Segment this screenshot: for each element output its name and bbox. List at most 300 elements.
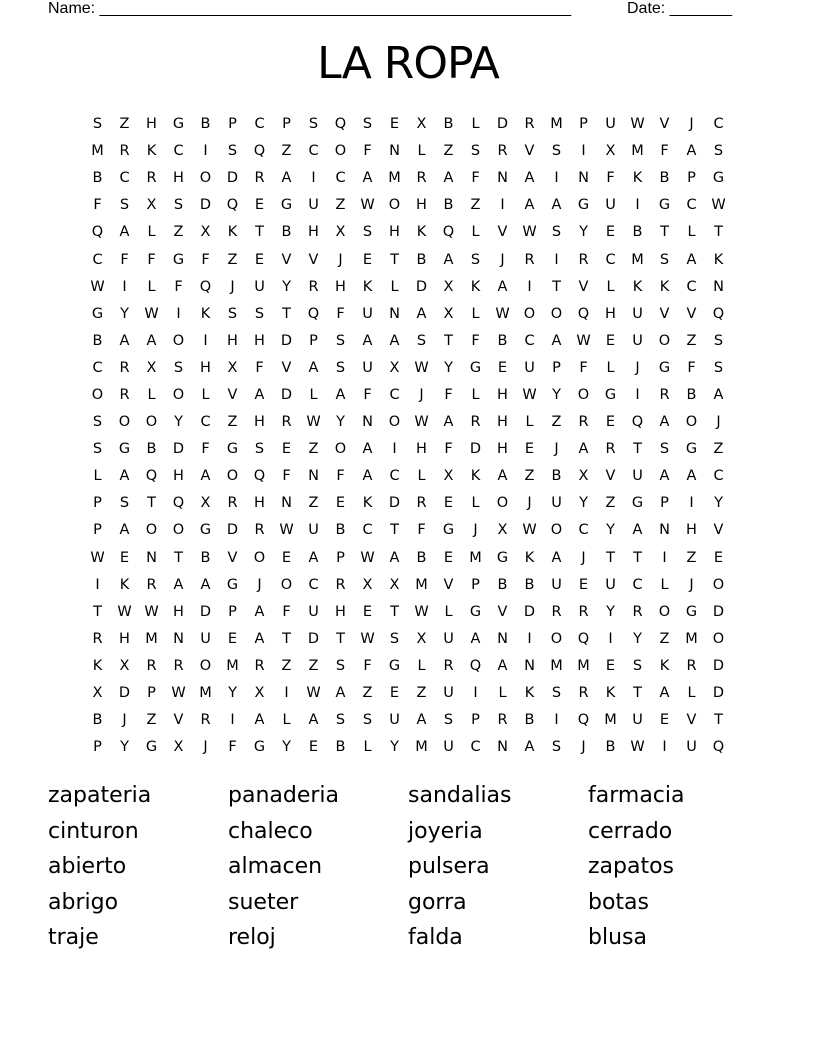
grid-letter[interactable]: D [469, 441, 482, 458]
grid-letter[interactable]: F [660, 143, 669, 160]
grid-letter[interactable]: F [444, 386, 453, 403]
grid-letter[interactable]: W [630, 739, 645, 756]
grid-letter[interactable]: Y [579, 495, 588, 512]
grid-letter[interactable]: S [335, 332, 346, 349]
grid-letter[interactable]: M [685, 630, 698, 647]
grid-letter[interactable]: A [686, 143, 697, 160]
grid-letter[interactable]: C [254, 116, 265, 133]
grid-letter[interactable]: T [660, 224, 669, 241]
grid-letter[interactable]: R [173, 657, 184, 674]
grid-letter[interactable]: N [713, 278, 724, 295]
grid-letter[interactable]: R [578, 685, 589, 702]
grid-letter[interactable]: A [659, 468, 670, 485]
grid-letter[interactable]: O [253, 549, 266, 566]
grid-letter[interactable]: S [173, 197, 184, 214]
grid-letter[interactable]: U [632, 712, 643, 729]
grid-letter[interactable]: L [309, 386, 318, 403]
grid-letter[interactable]: R [605, 441, 616, 458]
grid-letter[interactable]: D [280, 386, 293, 403]
grid-letter[interactable]: Y [714, 495, 723, 512]
grid-letter[interactable]: P [228, 603, 237, 620]
grid-letter[interactable]: B [92, 170, 103, 187]
grid-letter[interactable]: B [605, 739, 616, 756]
grid-letter[interactable]: S [389, 630, 400, 647]
grid-letter[interactable]: P [93, 495, 102, 512]
grid-letter[interactable]: C [713, 116, 724, 133]
grid-letter[interactable]: X [443, 305, 454, 322]
grid-letter[interactable]: V [227, 386, 238, 403]
grid-letter[interactable]: S [551, 143, 562, 160]
grid-letter[interactable]: R [227, 495, 238, 512]
grid-letter[interactable]: O [334, 441, 347, 458]
grid-letter[interactable]: Z [605, 495, 616, 512]
grid-letter[interactable]: G [280, 197, 293, 214]
grid-letter[interactable]: V [713, 522, 724, 539]
grid-letter[interactable]: A [389, 332, 400, 349]
grid-letter[interactable]: U [632, 332, 643, 349]
grid-letter[interactable]: F [336, 468, 345, 485]
grid-letter[interactable]: L [417, 657, 426, 674]
grid-letter[interactable]: D [388, 495, 401, 512]
grid-letter[interactable]: M [469, 549, 482, 566]
grid-letter[interactable]: U [200, 630, 211, 647]
grid-letter[interactable]: L [498, 685, 507, 702]
grid-letter[interactable]: D [199, 197, 212, 214]
grid-letter[interactable]: T [633, 441, 642, 458]
grid-letter[interactable]: P [228, 116, 237, 133]
grid-letter[interactable]: I [527, 278, 532, 295]
grid-letter[interactable]: S [632, 657, 643, 674]
grid-letter[interactable]: F [363, 657, 372, 674]
grid-letter[interactable]: D [118, 685, 131, 702]
grid-letter[interactable]: A [659, 414, 670, 431]
grid-letter[interactable]: O [550, 305, 563, 322]
grid-letter[interactable]: Q [577, 305, 590, 322]
grid-letter[interactable]: G [442, 522, 455, 539]
grid-letter[interactable]: B [92, 712, 103, 729]
grid-letter[interactable]: I [527, 630, 532, 647]
grid-letter[interactable]: F [471, 332, 480, 349]
grid-letter[interactable]: O [577, 386, 590, 403]
grid-letter[interactable]: G [172, 116, 185, 133]
grid-letter[interactable]: S [227, 143, 238, 160]
grid-letter[interactable]: V [659, 305, 670, 322]
grid-letter[interactable]: K [227, 224, 238, 241]
grid-letter[interactable]: R [578, 603, 589, 620]
grid-letter[interactable]: V [659, 116, 670, 133]
grid-letter[interactable]: B [632, 224, 643, 241]
grid-letter[interactable]: F [201, 251, 210, 268]
grid-letter[interactable]: W [144, 305, 159, 322]
grid-letter[interactable]: O [145, 414, 158, 431]
grid-letter[interactable]: G [91, 305, 104, 322]
grid-letter[interactable]: R [119, 143, 130, 160]
grid-letter[interactable]: V [605, 468, 616, 485]
grid-letter[interactable]: B [92, 332, 103, 349]
grid-letter[interactable]: B [200, 116, 211, 133]
grid-letter[interactable]: A [551, 332, 562, 349]
grid-letter[interactable]: U [389, 712, 400, 729]
grid-letter[interactable]: V [173, 712, 184, 729]
grid-letter[interactable]: S [470, 251, 481, 268]
grid-letter[interactable]: U [308, 603, 319, 620]
grid-letter[interactable]: Z [686, 332, 697, 349]
grid-letter[interactable]: E [389, 685, 400, 702]
grid-letter[interactable]: K [92, 657, 103, 674]
grid-letter[interactable]: N [389, 143, 400, 160]
grid-letter[interactable]: B [524, 712, 535, 729]
grid-letter[interactable]: I [662, 739, 667, 756]
grid-letter[interactable]: K [659, 278, 670, 295]
grid-letter[interactable]: R [524, 116, 535, 133]
grid-letter[interactable]: P [471, 712, 480, 729]
grid-letter[interactable]: O [658, 603, 671, 620]
grid-letter[interactable]: R [92, 630, 103, 647]
grid-letter[interactable]: I [473, 685, 478, 702]
grid-letter[interactable]: O [172, 522, 185, 539]
grid-letter[interactable]: W [522, 522, 537, 539]
grid-letter[interactable]: B [281, 224, 292, 241]
grid-letter[interactable]: Z [308, 657, 319, 674]
grid-letter[interactable]: O [226, 468, 239, 485]
grid-letter[interactable]: S [443, 712, 454, 729]
grid-letter[interactable]: C [308, 576, 319, 593]
grid-letter[interactable]: G [226, 441, 239, 458]
grid-letter[interactable]: K [632, 278, 643, 295]
grid-letter[interactable]: Z [308, 495, 319, 512]
grid-letter[interactable]: L [471, 305, 480, 322]
grid-letter[interactable]: D [712, 657, 725, 674]
grid-letter[interactable]: T [336, 630, 345, 647]
grid-letter[interactable]: H [200, 359, 211, 376]
grid-letter[interactable]: V [497, 603, 508, 620]
grid-letter[interactable]: V [497, 224, 508, 241]
grid-letter[interactable]: S [713, 359, 724, 376]
grid-letter[interactable]: U [632, 468, 643, 485]
grid-letter[interactable]: A [524, 739, 535, 756]
grid-letter[interactable]: F [93, 197, 102, 214]
grid-letter[interactable]: U [308, 197, 319, 214]
grid-letter[interactable]: U [443, 630, 454, 647]
grid-letter[interactable]: F [147, 251, 156, 268]
grid-letter[interactable]: B [416, 549, 427, 566]
grid-letter[interactable]: N [308, 468, 319, 485]
grid-letter[interactable]: L [471, 386, 480, 403]
grid-letter[interactable]: T [606, 549, 615, 566]
grid-letter[interactable]: O [496, 495, 509, 512]
grid-letter[interactable]: M [415, 576, 428, 593]
grid-letter[interactable]: Q [631, 414, 644, 431]
grid-letter[interactable]: A [119, 522, 130, 539]
grid-letter[interactable]: D [523, 603, 536, 620]
grid-letter[interactable]: H [146, 116, 157, 133]
grid-letter[interactable]: R [119, 386, 130, 403]
grid-letter[interactable]: H [416, 441, 427, 458]
grid-letter[interactable]: X [605, 143, 616, 160]
grid-letter[interactable]: U [632, 305, 643, 322]
grid-letter[interactable]: Q [577, 630, 590, 647]
grid-letter[interactable]: L [525, 414, 534, 431]
grid-letter[interactable]: G [712, 170, 725, 187]
grid-letter[interactable]: F [606, 170, 615, 187]
grid-letter[interactable]: V [227, 549, 238, 566]
grid-letter[interactable]: Z [524, 468, 535, 485]
grid-letter[interactable]: N [362, 414, 373, 431]
grid-letter[interactable]: S [551, 739, 562, 756]
grid-letter[interactable]: H [686, 522, 697, 539]
grid-letter[interactable]: U [605, 197, 616, 214]
grid-letter[interactable]: G [577, 197, 590, 214]
grid-letter[interactable]: L [660, 576, 669, 593]
grid-letter[interactable]: J [338, 251, 343, 268]
grid-letter[interactable]: T [282, 305, 291, 322]
grid-letter[interactable]: J [554, 441, 559, 458]
grid-letter[interactable]: J [419, 386, 424, 403]
grid-letter[interactable]: U [308, 522, 319, 539]
grid-letter[interactable]: A [173, 576, 184, 593]
grid-letter[interactable]: A [362, 170, 373, 187]
grid-letter[interactable]: E [389, 116, 400, 133]
grid-letter[interactable]: A [497, 657, 508, 674]
grid-letter[interactable]: S [92, 441, 103, 458]
grid-letter[interactable]: Q [253, 468, 266, 485]
grid-letter[interactable]: X [173, 739, 184, 756]
grid-letter[interactable]: Q [442, 224, 455, 241]
grid-letter[interactable]: H [254, 495, 265, 512]
grid-letter[interactable]: F [417, 522, 426, 539]
grid-letter[interactable]: P [93, 522, 102, 539]
grid-letter[interactable]: L [687, 685, 696, 702]
grid-letter[interactable]: S [416, 332, 427, 349]
grid-letter[interactable]: B [146, 441, 157, 458]
grid-letter[interactable]: G [469, 359, 482, 376]
grid-letter[interactable]: K [524, 685, 535, 702]
grid-letter[interactable]: H [119, 630, 130, 647]
grid-letter[interactable]: A [335, 685, 346, 702]
grid-letter[interactable]: R [416, 170, 427, 187]
grid-letter[interactable]: A [470, 630, 481, 647]
grid-letter[interactable]: E [362, 251, 373, 268]
grid-letter[interactable]: L [147, 224, 156, 241]
grid-letter[interactable]: C [335, 170, 346, 187]
grid-letter[interactable]: W [144, 603, 159, 620]
grid-letter[interactable]: R [551, 603, 562, 620]
grid-letter[interactable]: X [362, 576, 373, 593]
grid-letter[interactable]: Z [713, 441, 724, 458]
grid-letter[interactable]: M [415, 739, 428, 756]
grid-letter[interactable]: T [147, 495, 156, 512]
grid-letter[interactable]: U [362, 305, 373, 322]
grid-letter[interactable]: M [145, 630, 158, 647]
grid-letter[interactable]: J [716, 414, 721, 431]
grid-letter[interactable]: W [522, 386, 537, 403]
grid-letter[interactable]: L [606, 359, 615, 376]
grid-letter[interactable]: Y [606, 603, 615, 620]
grid-letter[interactable]: N [281, 495, 292, 512]
grid-letter[interactable]: Y [579, 224, 588, 241]
grid-letter[interactable]: W [711, 197, 726, 214]
grid-letter[interactable]: W [360, 630, 375, 647]
grid-letter[interactable]: H [389, 224, 400, 241]
grid-letter[interactable]: N [497, 170, 508, 187]
grid-letter[interactable]: P [282, 116, 291, 133]
grid-letter[interactable]: D [226, 522, 239, 539]
grid-letter[interactable]: P [579, 116, 588, 133]
grid-letter[interactable]: I [554, 251, 559, 268]
grid-letter[interactable]: I [635, 386, 640, 403]
grid-letter[interactable]: E [443, 495, 454, 512]
grid-letter[interactable]: C [632, 576, 643, 593]
grid-letter[interactable]: F [201, 441, 210, 458]
grid-letter[interactable]: T [282, 630, 291, 647]
grid-letter[interactable]: O [172, 332, 185, 349]
grid-letter[interactable]: J [230, 278, 235, 295]
grid-letter[interactable]: V [308, 251, 319, 268]
grid-letter[interactable]: M [91, 143, 104, 160]
grid-letter[interactable]: T [633, 685, 642, 702]
grid-letter[interactable]: U [551, 495, 562, 512]
grid-letter[interactable]: T [93, 603, 102, 620]
grid-letter[interactable]: D [172, 441, 185, 458]
grid-letter[interactable]: O [172, 386, 185, 403]
grid-letter[interactable]: Y [633, 630, 642, 647]
grid-letter[interactable]: R [686, 657, 697, 674]
grid-letter[interactable]: I [284, 685, 289, 702]
grid-letter[interactable]: A [497, 468, 508, 485]
grid-letter[interactable]: E [497, 359, 508, 376]
grid-letter[interactable]: U [551, 576, 562, 593]
grid-letter[interactable]: D [226, 170, 239, 187]
grid-letter[interactable]: E [227, 630, 238, 647]
grid-letter[interactable]: Z [659, 630, 670, 647]
grid-letter[interactable]: C [686, 197, 697, 214]
grid-letter[interactable]: M [631, 251, 644, 268]
grid-letter[interactable]: F [282, 603, 291, 620]
grid-letter[interactable]: Z [443, 143, 454, 160]
grid-letter[interactable]: M [226, 657, 239, 674]
grid-letter[interactable]: I [176, 305, 181, 322]
grid-letter[interactable]: A [713, 386, 724, 403]
grid-letter[interactable]: O [685, 414, 698, 431]
grid-letter[interactable]: F [228, 739, 237, 756]
grid-letter[interactable]: W [360, 549, 375, 566]
grid-letter[interactable]: N [497, 739, 508, 756]
grid-letter[interactable]: Z [281, 657, 292, 674]
grid-letter[interactable]: A [686, 251, 697, 268]
grid-letter[interactable]: G [469, 603, 482, 620]
grid-letter[interactable]: R [659, 386, 670, 403]
grid-letter[interactable]: C [713, 468, 724, 485]
grid-letter[interactable]: O [388, 197, 401, 214]
grid-letter[interactable]: T [633, 549, 642, 566]
grid-letter[interactable]: Y [120, 739, 129, 756]
grid-letter[interactable]: E [605, 657, 616, 674]
grid-letter[interactable]: I [581, 143, 586, 160]
grid-letter[interactable]: F [579, 359, 588, 376]
grid-letter[interactable]: H [308, 224, 319, 241]
grid-letter[interactable]: F [444, 441, 453, 458]
grid-letter[interactable]: I [554, 170, 559, 187]
grid-letter[interactable]: A [443, 170, 454, 187]
grid-letter[interactable]: K [524, 549, 535, 566]
grid-letter[interactable]: O [199, 657, 212, 674]
grid-letter[interactable]: S [362, 712, 373, 729]
grid-letter[interactable]: V [524, 143, 535, 160]
grid-letter[interactable]: K [470, 468, 481, 485]
grid-letter[interactable]: C [92, 251, 103, 268]
grid-letter[interactable]: B [443, 197, 454, 214]
grid-letter[interactable]: E [281, 549, 292, 566]
grid-letter[interactable]: M [604, 712, 617, 729]
grid-letter[interactable]: T [255, 224, 264, 241]
grid-letter[interactable]: B [497, 576, 508, 593]
grid-letter[interactable]: O [118, 414, 131, 431]
grid-letter[interactable]: X [578, 468, 589, 485]
grid-letter[interactable]: E [254, 197, 265, 214]
grid-letter[interactable]: G [388, 657, 401, 674]
grid-letter[interactable]: C [119, 170, 130, 187]
grid-letter[interactable]: P [552, 359, 561, 376]
grid-letter[interactable]: E [605, 332, 616, 349]
grid-letter[interactable]: A [551, 197, 562, 214]
grid-letter[interactable]: S [119, 495, 130, 512]
grid-letter[interactable]: B [551, 468, 562, 485]
grid-letter[interactable]: E [335, 495, 346, 512]
grid-letter[interactable]: G [172, 251, 185, 268]
grid-letter[interactable]: Z [335, 197, 346, 214]
grid-letter[interactable]: L [147, 386, 156, 403]
grid-letter[interactable]: S [659, 441, 670, 458]
grid-letter[interactable]: R [146, 657, 157, 674]
grid-letter[interactable]: B [686, 386, 697, 403]
grid-letter[interactable]: X [227, 359, 238, 376]
grid-letter[interactable]: S [254, 441, 265, 458]
grid-letter[interactable]: Q [172, 495, 185, 512]
grid-letter[interactable]: Q [334, 116, 347, 133]
grid-letter[interactable]: T [174, 549, 183, 566]
grid-letter[interactable]: C [470, 739, 481, 756]
grid-letter[interactable]: N [578, 170, 589, 187]
grid-letter[interactable]: P [336, 549, 345, 566]
grid-letter[interactable]: E [443, 549, 454, 566]
grid-letter[interactable]: S [470, 143, 481, 160]
grid-letter[interactable]: A [551, 549, 562, 566]
grid-letter[interactable]: Z [416, 685, 427, 702]
grid-letter[interactable]: H [497, 386, 508, 403]
grid-letter[interactable]: J [581, 549, 586, 566]
name-field[interactable]: Name: _____________________________________________________ [48, 0, 572, 17]
grid-letter[interactable]: D [712, 603, 725, 620]
grid-letter[interactable]: L [444, 603, 453, 620]
grid-letter[interactable]: R [119, 359, 130, 376]
grid-letter[interactable]: Q [226, 197, 239, 214]
grid-letter[interactable]: Y [282, 739, 291, 756]
grid-letter[interactable]: X [92, 685, 103, 702]
grid-letter[interactable]: M [550, 116, 563, 133]
grid-letter[interactable]: N [389, 305, 400, 322]
grid-letter[interactable]: A [200, 576, 211, 593]
grid-letter[interactable]: C [92, 359, 103, 376]
grid-letter[interactable]: B [443, 116, 454, 133]
grid-letter[interactable]: J [527, 495, 532, 512]
grid-letter[interactable]: E [713, 549, 724, 566]
grid-letter[interactable]: Q [253, 143, 266, 160]
grid-letter[interactable]: I [203, 143, 208, 160]
grid-letter[interactable]: Z [686, 549, 697, 566]
grid-letter[interactable]: R [578, 251, 589, 268]
grid-letter[interactable]: A [632, 522, 643, 539]
grid-letter[interactable]: S [335, 712, 346, 729]
